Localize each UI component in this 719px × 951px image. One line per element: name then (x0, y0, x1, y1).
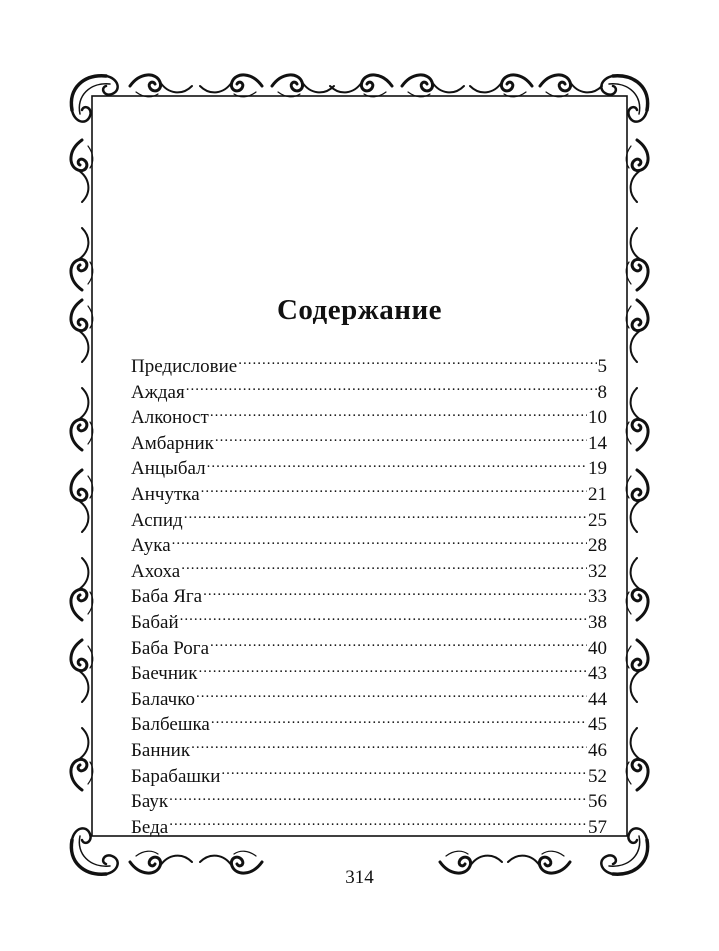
toc-entry-label: Балачко (131, 688, 195, 710)
toc-entry-label: Амбарник (131, 432, 214, 454)
toc-entry (131, 379, 607, 405)
toc-entry-page: 57 (588, 816, 607, 838)
toc-entry-page: 28 (588, 535, 607, 557)
toc-entry-page: 44 (588, 688, 607, 710)
table-of-contents (131, 353, 607, 839)
dot-leader (211, 711, 587, 730)
toc-entry (131, 583, 607, 609)
toc-entry-page: 52 (588, 765, 607, 787)
toc-entry-label: Аука (131, 535, 171, 557)
toc-entry-label: Предисловие (131, 356, 238, 377)
toc-entry (131, 430, 607, 456)
toc-entry-page: 56 (588, 791, 607, 813)
toc-entry (131, 788, 607, 814)
dot-leader (184, 507, 587, 526)
toc-entry-page: 45 (588, 714, 607, 736)
toc-entry-label: Барабашки (131, 765, 221, 787)
toc-entry-page: 43 (588, 663, 607, 685)
toc-entry (131, 507, 607, 533)
toc-entry-page: 25 (588, 509, 607, 531)
toc-entry (131, 481, 607, 507)
toc-entry (131, 737, 607, 763)
toc-entry-label: Анцыбал (131, 458, 206, 480)
toc-entry (131, 660, 607, 686)
dot-leader (221, 763, 587, 782)
dot-leader (203, 583, 587, 602)
toc-entry-label: Баук (131, 791, 169, 813)
toc-entry-label: Баечник (131, 663, 198, 685)
toc-entry-page: 40 (588, 637, 607, 659)
toc-entry (131, 609, 607, 635)
dot-leader (210, 635, 587, 654)
toc-entry-label: Бабай (131, 611, 179, 633)
dot-leader (201, 481, 587, 500)
dot-leader (172, 532, 587, 551)
toc-entry (131, 404, 607, 430)
toc-entry-page: 5 (597, 356, 607, 377)
page-number: 314 (345, 867, 374, 888)
toc-entry (131, 455, 607, 481)
dot-leader (198, 660, 587, 679)
toc-entry-label: Ахоха (131, 560, 181, 582)
toc-entry-label: Анчутка (131, 483, 200, 505)
dot-leader (169, 814, 587, 833)
dot-leader (238, 353, 596, 372)
toc-entry-page: 14 (588, 432, 607, 454)
toc-entry-page: 19 (588, 458, 607, 480)
dot-leader (210, 404, 587, 423)
toc-entry-label: Алконост (131, 407, 209, 429)
toc-entry (131, 763, 607, 789)
toc-entry-page: 10 (588, 407, 607, 429)
dot-leader (181, 558, 587, 577)
toc-entry-page: 8 (597, 381, 607, 403)
toc-entry (131, 686, 607, 712)
toc-entry-label: Баба Яга (131, 586, 203, 608)
toc-entry-page: 21 (588, 483, 607, 505)
toc-entry-label: Беда (131, 816, 169, 838)
toc-entry (131, 532, 607, 558)
dot-leader (215, 430, 587, 449)
dot-leader (169, 788, 587, 807)
page-title: Содержание (276, 294, 443, 326)
toc-entry-label: Аспид (131, 509, 183, 531)
dot-leader (186, 379, 597, 398)
toc-entry (131, 635, 607, 661)
toc-entry (131, 353, 607, 379)
toc-entry-page: 46 (588, 739, 607, 761)
dot-leader (191, 737, 587, 756)
toc-entry-page: 38 (588, 611, 607, 633)
dot-leader (180, 609, 587, 628)
toc-entry-label: Аждая (131, 381, 185, 403)
toc-entry (131, 558, 607, 584)
toc-entry-label: Банник (131, 739, 191, 761)
toc-entry-page: 33 (588, 586, 607, 608)
dot-leader (207, 455, 587, 474)
toc-entry-label: Балбешка (131, 714, 210, 736)
toc-entry-page: 32 (588, 560, 607, 582)
toc-entry-label: Баба Рога (131, 637, 210, 659)
toc-entry (131, 814, 607, 840)
dot-leader (196, 686, 587, 705)
toc-entry (131, 711, 607, 737)
